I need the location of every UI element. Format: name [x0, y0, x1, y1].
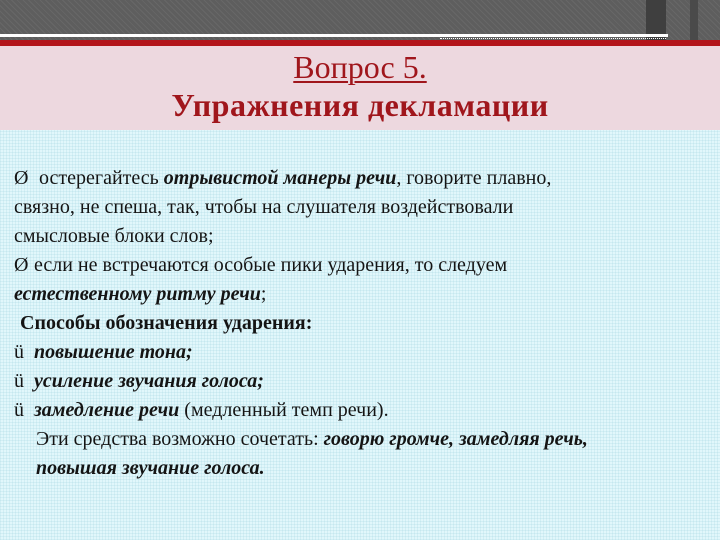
combine-text: Эти средства возможно сочетать: говорю громче, замедляя речь,: [36, 428, 588, 450]
top-white-line: [0, 34, 668, 37]
list-item-continuation: смысловые блоки слов;: [14, 225, 214, 247]
list-item: ü повышение тона;: [14, 338, 714, 367]
arrow-bullet-icon: Ø: [14, 254, 29, 276]
list-item: Ø остерегайтесь отрывистой манеры речи, говорите плавно,: [14, 164, 714, 193]
check-bullet-icon: ü: [14, 370, 24, 392]
top-dotted-line: [440, 38, 666, 39]
top-bar-accent-2: [690, 0, 698, 40]
slide-body: [14, 164, 714, 483]
list-item-continuation: связно, не спеша, так, чтобы на слушателя воздействовали: [14, 196, 514, 218]
list-item: Ø если не встречаются особые пики ударения, то следуем: [14, 251, 714, 280]
list-item: ü замедление речи (медленный темп речи).: [14, 396, 714, 425]
list-item-continuation: естественному ритму речи;: [14, 283, 267, 305]
list-item: ü усиление звучания голоса;: [14, 367, 714, 396]
slide-title: [0, 48, 720, 124]
slide-title-line2: Упражнения декламации: [171, 87, 549, 123]
emphasis-text: отрывистой манеры речи: [163, 167, 397, 189]
stress-heading: Способы обозначения ударения:: [20, 312, 313, 334]
emphasis-text: повышая звучание голоса.: [36, 457, 265, 479]
check-bullet-icon: ü: [14, 341, 24, 363]
arrow-bullet-icon: Ø: [14, 167, 29, 189]
combine-text-continuation: [14, 454, 714, 483]
emphasis-text: говорю громче, замедляя речь,: [323, 428, 588, 450]
check-bullet-icon: ü: [14, 399, 24, 421]
emphasis-text: естественному ритму речи: [14, 283, 261, 305]
slide-title-line1: Вопрос 5.: [293, 49, 427, 85]
